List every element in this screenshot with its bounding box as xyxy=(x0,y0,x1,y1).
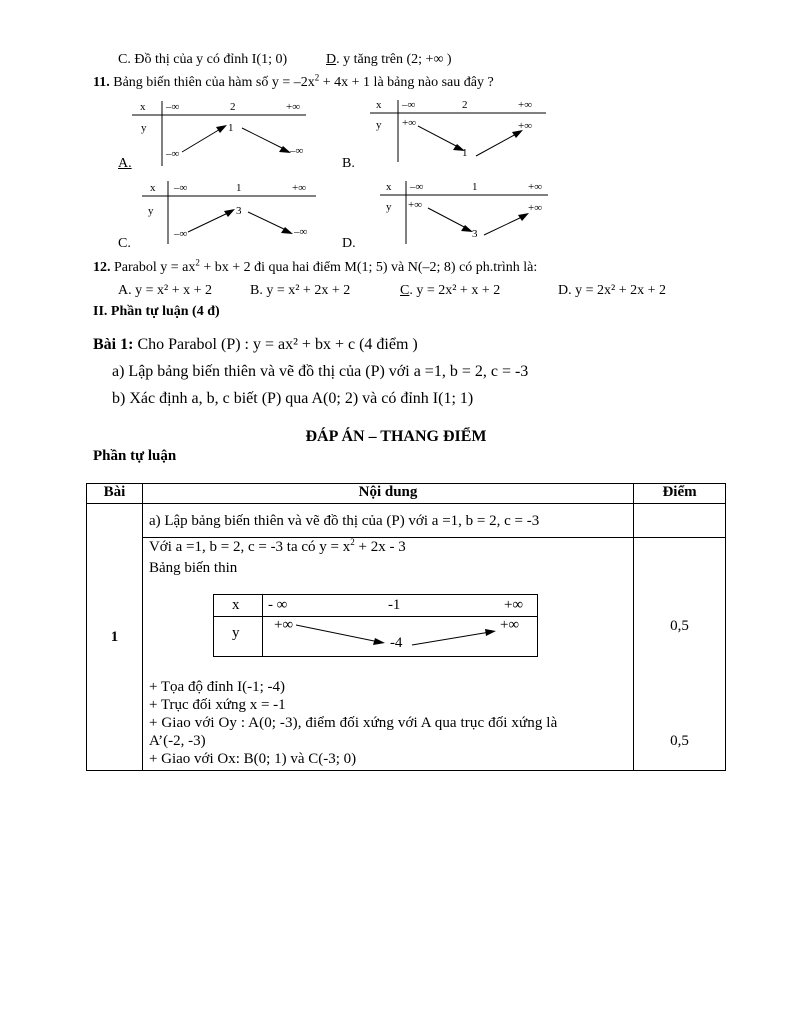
bbt-yr: +∞ xyxy=(499,617,520,633)
q11-b-right: +∞ xyxy=(518,120,533,132)
q12-option-d: D. y = 2x² + 2x + 2 xyxy=(558,283,666,298)
q11-c-xm: –∞ xyxy=(174,182,188,194)
note-axis: + Trục đối xứng x = -1 xyxy=(148,697,286,713)
q11-b-mid: 1 xyxy=(462,147,468,159)
q11-c-label: C. xyxy=(118,236,131,251)
q11-a-mid: 1 xyxy=(228,122,234,134)
q11-b-xm: –∞ xyxy=(402,99,416,111)
row2-content xyxy=(142,538,633,771)
q11-c-left: –∞ xyxy=(174,228,188,240)
row2-notes xyxy=(143,678,633,768)
col-score-header: Điểm xyxy=(634,484,726,504)
bai1-statement: Bài 1: Cho Parabol (P) : y = ax² + bx + c (4 điểm ) xyxy=(93,336,418,353)
q11-a-label: A. xyxy=(118,156,132,171)
q11-d-table-lines xyxy=(378,178,578,248)
q11-b-y: y xyxy=(376,119,382,131)
q11-d-y: y xyxy=(386,201,392,213)
answers-subtitle: Phần tự luận xyxy=(93,448,177,464)
bbt-xmid: -1 xyxy=(387,597,401,613)
q11-a-y: y xyxy=(141,122,147,134)
q11-c-xmid: 1 xyxy=(236,182,242,194)
note-ox: + Giao với Ox: B(0; 1) và C(-3; 0) xyxy=(148,751,357,767)
row2-line1: Với a =1, b = 2, c = -3 ta có $y = x^2 + 2x - 3$ xyxy=(148,537,406,555)
q11-b-table-lines xyxy=(368,98,568,168)
bbt-table xyxy=(213,594,538,657)
answers-title: ĐÁP ÁN – THANG ĐIỂM xyxy=(305,428,487,445)
table-row xyxy=(87,504,726,538)
q11-d-x: x xyxy=(386,181,392,193)
q11-d-xm: –∞ xyxy=(410,181,424,193)
q11-b-left: +∞ xyxy=(402,117,417,129)
note-symmetric: A’(-2, -3) xyxy=(148,733,206,749)
q11-c-x: x xyxy=(150,182,156,194)
q11-b-xmid: 2 xyxy=(462,99,468,111)
q11-b-label: B. xyxy=(342,156,355,171)
part2-heading: II. Phần tự luận (4 đ) xyxy=(93,304,220,319)
q11-d-xmid: 1 xyxy=(472,181,478,193)
q11-c-y: y xyxy=(148,205,154,217)
bbt-arrows xyxy=(214,595,537,656)
q11-d-mid: 3 xyxy=(472,228,478,240)
bbt-xp: +∞ xyxy=(503,597,524,613)
q10-option-d: D. y tăng trên (2; +∞ ) xyxy=(326,52,452,67)
bai1-item-b: b) Xác định a, b, c biết (P) qua A(0; 2) và có đỉnh I(1; 1) xyxy=(112,390,474,407)
q11-a-right: –∞ xyxy=(290,145,304,157)
q11-a-x: x xyxy=(140,101,146,113)
q11-c-xp: +∞ xyxy=(292,182,307,194)
q11-d-right: +∞ xyxy=(528,202,543,214)
col-bai-header: Bài xyxy=(87,484,143,504)
bai1-item-a: a) Lập bảng biến thiên và vẽ đồ thị của (P) với a =1, b = 2, c = -3 xyxy=(112,363,529,380)
row2-line2: Bảng biến thin xyxy=(148,560,238,576)
answers-table xyxy=(86,483,726,771)
q11-b-x: x xyxy=(376,99,382,111)
q11-c-right: –∞ xyxy=(294,226,308,238)
q11-d-label: D. xyxy=(342,236,356,251)
q12-option-b: B. y = x² + 2x + 2 xyxy=(250,283,351,298)
bbt-xm: - ∞ xyxy=(267,597,288,613)
q12-option-a: A. y = x² + x + 2 xyxy=(118,283,212,298)
note-oy: + Giao với Oy : A(0; -3), điểm đối xứng với A qua trục đối xứng là xyxy=(148,715,558,731)
score-1: 0,5 xyxy=(670,618,689,634)
q11-a-xp: +∞ xyxy=(286,101,301,113)
q11-question: 11. Bảng biến thiên của hàm số $y = -2x^2 + 4x + 1$ là bảng nào sau đây ? xyxy=(93,72,494,90)
q11-d-xp: +∞ xyxy=(528,181,543,193)
q12-option-c: C. y = 2x² + x + 2 xyxy=(400,283,501,298)
q11-d-left: +∞ xyxy=(408,199,423,211)
bbt-x: x xyxy=(231,597,240,613)
note-vertex: + Tọa độ đỉnh I(-1; -4) xyxy=(148,679,286,695)
table-row xyxy=(87,538,726,771)
q10-option-c: C. Đồ thị của y có đỉnh I(1; 0) xyxy=(118,52,288,67)
q11-c-mid: 3 xyxy=(236,205,242,217)
bai-number: 1 xyxy=(87,504,143,771)
q12-question: 12. Parabol $y = ax^2$ + bx + 2 đi qua hai điểm M(1; 5) và N(–2; 8) có ph.trình là: xyxy=(93,257,538,275)
bbt-ymid: -4 xyxy=(389,635,403,651)
row1-content: a) Lập bảng biến thiên và vẽ đồ thị của (P) với a =1, b = 2, c = -3 xyxy=(148,512,540,529)
q11-b-xp: +∞ xyxy=(518,99,533,111)
col-content-header: Nội dung xyxy=(142,484,633,504)
bbt-yl: +∞ xyxy=(273,617,294,633)
q11-a-xm: –∞ xyxy=(166,101,180,113)
bbt-y: y xyxy=(231,625,240,641)
q11-a-xmid: 2 xyxy=(230,101,236,113)
row2-scores xyxy=(634,538,726,771)
q11-a-left: –∞ xyxy=(166,148,180,160)
table-header-row xyxy=(87,484,726,504)
score-2: 0,5 xyxy=(670,733,689,749)
